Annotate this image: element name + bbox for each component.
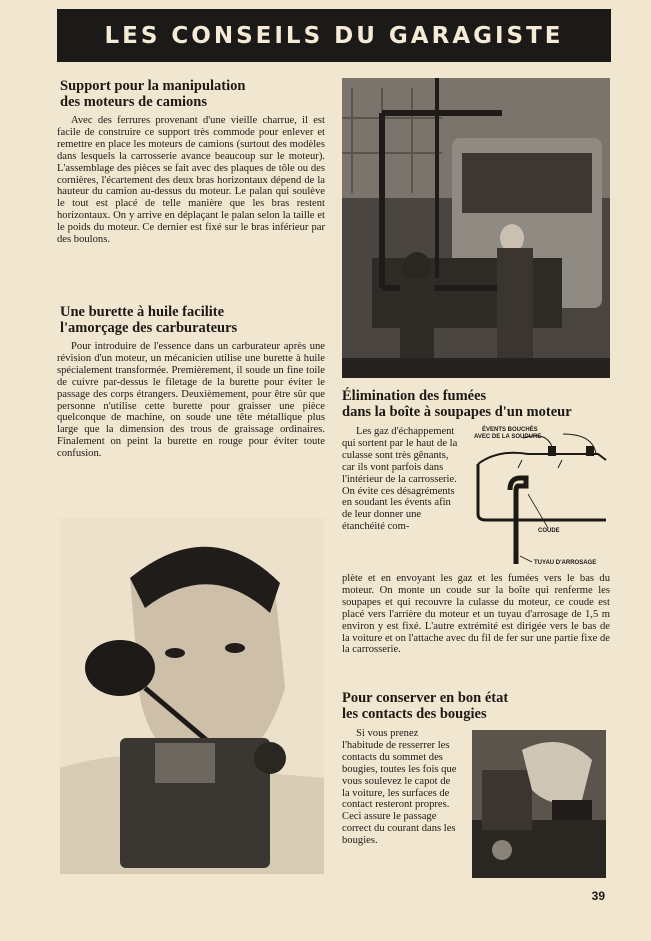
label-coude: COUDE [538,528,560,534]
label-vents-1: ÉVENTS BOUCHÉS [482,427,538,433]
page-number: 39 [591,889,605,903]
spark-plug-contact-photo [472,730,606,878]
article2-title: Une burette à huile facilite l'amorçage des carburateurs [60,304,238,336]
article3-body-narrow: Les gaz d'échappement qui sortent par le haut de la culasse sont très gênants, car ils vont parfois dans l'intérieur de la carrosserie. On évite ces désagréments en soudant les évents afin de leur donner une étanchéité com- [342,426,458,533]
article4-body: Si vous prenez l'habitude de resserrer les contacts du sommet des bougies, toutes les fois que vous soulevez le capot de la voiture, les surfaces de contact resteront propres. Ceci assure le passage correct du courant dans les bougies. [342,728,457,847]
label-tuyau: TUYAU D'ARROSAGE [534,560,597,566]
section-banner [57,9,611,62]
article2-body: Pour introduire de l'essence dans un carburateur après une révision d'un moteur, un mécanicien utilise une burette à huile spécialement transformée. Premièrement, il soude un fine toile de cuivre par-dessus le filetage de la burette pour éviter le passage des corps étrangers. Deuxièmement, pour être sûr que personne n'utilise cette burette pour graisser une pièce quelconque de machine, on soude une tête métallique plus large que la dimension des trous de graissage ordinaires. Finalement on peint la burette en rouge pour éviter toute confusion. [57,341,325,460]
oil-can-carburetor-photo [60,518,324,874]
article4-title: Pour conserver en bon état les contacts des bougies [342,690,509,722]
article3-title: Élimination des fumées dans la boîte à soupapes d'un moteur [342,388,572,420]
valve-cover-diagram [468,424,610,570]
article1-title: Support pour la manipulation des moteurs de camions [60,78,246,110]
article1-body: Avec des ferrures provenant d'une vieille charrue, il est facile de construire ce support très commode pour enlever et remettre en place les moteurs de camions (surtout des modèles dans lesquels la carrosserie avance beaucoup sur le moteur). L'assemblage des pièces se fait avec des plaques de tôle ou des cornières, l'écartement des deux bras horizontaux dépend de la hauteur du camion au-dessus du moteur. Le palan qui soulève le tout est placé de telle manière que les bras restent horizontaux. On y arrive en déplaçant le palan selon la taille et le poids du moteur. Ce dernier est fixé sur le bras inférieur par des boulons. [57,115,325,246]
banner-title: LES CONSEILS DU GARAGISTE [104,22,564,49]
article3-body-wide: plète et en envoyant les gaz et les fumées vers le bas du moteur. On monte un coude sur la boîte qui renferme les soupapes et qui recouvre la culasse du moteur, ce coude est placé vers l'arrière du moteur et un tuyau d'arrosage de 1,5 m environ y est fixé. L'autre extrémité est dirigée vers le bas de la voiture et on l'attache avec du fil de fer sur une partie fixe de la carrosserie. [342,573,610,656]
label-vents-2: AVEC DE LA SOUDURE [474,434,542,440]
truck-engine-support-photo [342,78,610,378]
